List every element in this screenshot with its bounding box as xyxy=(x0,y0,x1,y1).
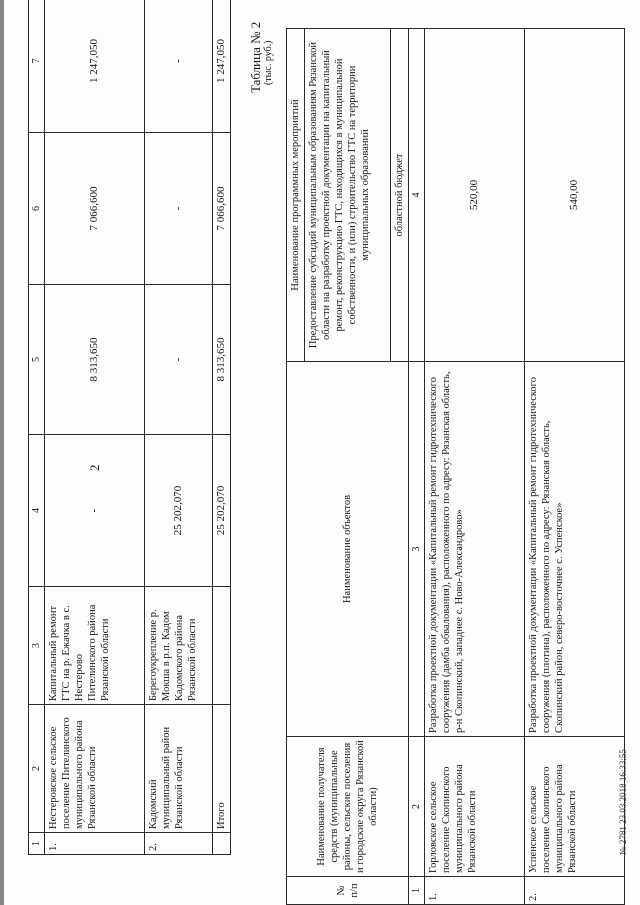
t2-colnum-2: 2 xyxy=(409,737,425,877)
recipient-cell: Горловское сельское поселение Скопинского муниципального района Рязанской области xyxy=(425,737,525,877)
total-value: 7 066,600 xyxy=(213,133,231,285)
t1-colnum-3: 3 xyxy=(29,587,45,705)
t2-header-budget: областной бюджет xyxy=(391,29,409,362)
recipient-cell: Успенское сельское поселение Скопинского муниципального района Рязанской области xyxy=(525,737,625,877)
value-cell: 8 313,650 xyxy=(45,285,145,435)
registration-stamp: № 2781 23.03.2018 16:33:55 xyxy=(618,749,628,855)
object-cell: Разработка проектной документации «Капитальный ремонт гидротехнического сооружения (плотина), расположенного по адресу: Рязанская область, Скопинский район, северо-восточнее с. Успенское» xyxy=(525,362,625,737)
row-number: 1. xyxy=(45,833,145,855)
value-cell: - xyxy=(145,133,213,285)
table-2-column-numbers xyxy=(409,29,425,905)
object-cell: Разработка проектной документации «Капитальный ремонт гидротехнического сооружения (дамба обвалования), расположенного по адресу: Рязанская область, р-н Скопинский, западнее с. Ново-Александрово» xyxy=(425,362,525,737)
value-cell: 25 202,070 xyxy=(145,435,213,587)
t2-colnum-3: 3 xyxy=(409,362,425,737)
t2-header-program-activities: Наименование программных мероприятий xyxy=(287,29,305,362)
row-number: 1. xyxy=(425,877,525,905)
table-row xyxy=(145,0,213,855)
t1-colnum-4: 4 xyxy=(29,435,45,587)
total-label: Итого xyxy=(213,705,231,833)
total-value: 25 202,070 xyxy=(213,435,231,587)
t1-colnum-6: 6 xyxy=(29,133,45,285)
table-row xyxy=(45,0,145,855)
value-cell: - xyxy=(145,0,213,133)
table-1 xyxy=(28,0,231,855)
t2-colnum-1: 1 xyxy=(409,877,425,905)
value-cell: - xyxy=(145,285,213,435)
table-row xyxy=(425,29,525,905)
t2-header-activity: Предоставление субсидий муниципальным образованиям Рязанской области на разработку проектной документации на капитальный ремонт, реконструкцию ГТС, находящихся в муниципальной собственности, и (или) строительство ГТС на территории муниципальных образований xyxy=(305,29,391,362)
row-number: 2. xyxy=(145,833,213,855)
t2-colnum-4: 4 xyxy=(409,29,425,362)
object-cell: Берегоукрепление р. Мокша в р.п. Кадом Кадомского района Рязанской области xyxy=(145,587,213,705)
total-row xyxy=(213,0,231,855)
total-value: 1 247,050 xyxy=(213,0,231,133)
t2-header-object: Наименование объектов xyxy=(287,362,409,737)
t1-colnum-5: 5 xyxy=(29,285,45,435)
recipient-cell: Кадомский муниципальный район Рязанской области xyxy=(145,705,213,833)
table-2 xyxy=(286,28,625,905)
object-cell: Капитальный ремонт ГТС на р. Ежачка в с. Нестерово Пителинского района Рязанской области xyxy=(45,587,145,705)
value-cell: - xyxy=(45,435,145,587)
budget-cell: 540,00 xyxy=(525,29,625,362)
table-1-column-numbers xyxy=(29,0,45,855)
value-cell: 7 066,600 xyxy=(45,133,145,285)
row-number: 2. xyxy=(525,877,625,905)
t1-colnum-7: 7 xyxy=(29,0,45,133)
recipient-cell: Нестеровское сельское поселение Пителинского муниципального района Рязанской области xyxy=(45,705,145,833)
t2-header-recipient: Наименование получателя средств (муниципальные районы, сельские поселения и городские округа Рязанской области) xyxy=(287,737,409,877)
scan-edge xyxy=(0,0,4,905)
total-value: 8 313,650 xyxy=(213,285,231,435)
table-2-title: Таблица № 2 xyxy=(248,21,263,93)
budget-cell: 520,00 xyxy=(425,29,525,362)
table-2-units: (тыс. руб.) xyxy=(263,40,274,85)
table-row xyxy=(525,29,625,905)
t1-colnum-1: 1 xyxy=(29,833,45,855)
page-number: 2 xyxy=(87,464,102,471)
t1-colnum-2: 2 xyxy=(29,705,45,833)
value-cell: 1 247,050 xyxy=(45,0,145,133)
t2-header-num: № п/п xyxy=(287,877,409,905)
